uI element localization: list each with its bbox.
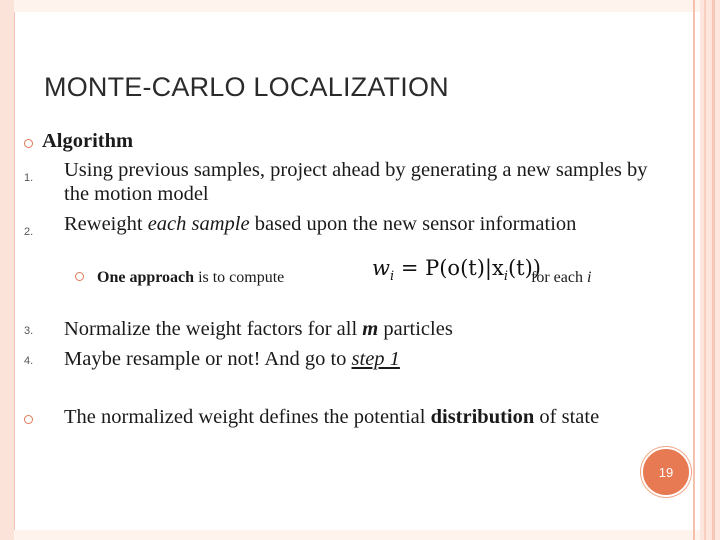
sub-bullet-suffix: for each i [531,269,592,286]
step-text-continued: the motion model [64,183,209,205]
frame-top-border [14,0,720,12]
algorithm-heading: Algorithm [42,130,134,152]
ring-bullet-icon [75,272,84,281]
step-number: 4. [24,355,34,367]
slide-title: MONTE-CARLO LOCALIZATION [44,72,449,102]
sub-bullet-text: One approach is to compute [97,269,285,286]
frame-right-line [704,0,706,540]
frame-left-line [14,0,15,540]
frame-left-border [0,0,14,540]
step-number: 1. [24,172,34,184]
step-text: Using previous samples, project ahead by generating a new samples by [64,159,648,181]
weight-formula: $w_i = P(o(t)|x_i(t))$ [372,256,542,285]
step-text: Normalize the weight factors for all m particles [64,318,453,340]
conclusion-text: The normalized weight defines the potential distribution of state [64,406,600,428]
step-1-link[interactable]: step 1 [351,348,400,370]
step-number: 2. [24,226,34,238]
ring-bullet-icon [24,139,33,148]
step-text: Maybe resample or not! And go to step 1 [64,348,400,370]
page-number-badge: 19 [641,447,691,497]
step-text: Reweight each sample based upon the new sensor information [64,213,577,235]
frame-right-line [712,0,715,540]
ring-bullet-icon [24,415,33,424]
step-number: 3. [24,325,34,337]
frame-right-border [700,0,720,540]
frame-bottom-border [14,530,720,540]
frame-right-line [693,0,695,540]
